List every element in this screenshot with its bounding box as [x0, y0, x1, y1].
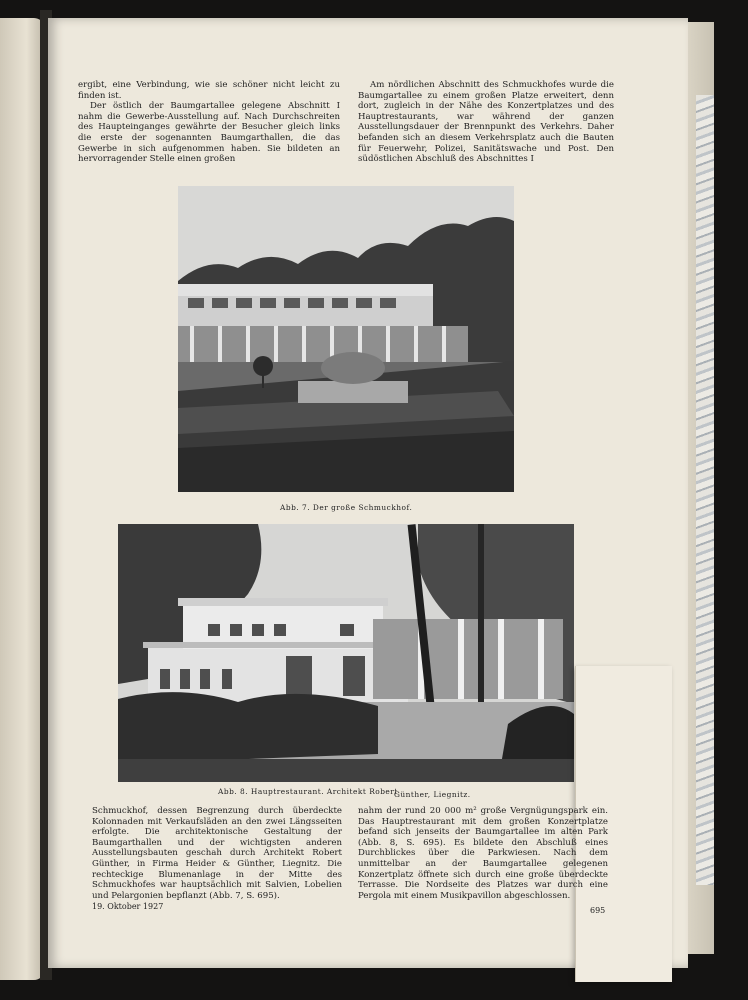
photo-hauptrestaurant — [118, 524, 574, 782]
text-column-right — [358, 80, 614, 165]
paragraph: nahm der rund 20 000 m² große Vergnügungspark ein. Das Hauptrestaurant mit dem großen Konzertplatze befand sich jenseits der Baumgartallee im alten Park (Abb. 8, S. 695). Es bildete den Abschluß eines Durchblickes über die Parkwiesen. Nach dem unmittelbar an der Baumgartallee gelegenen Konzertplatz öffnete sich durch eine große überdeckte Terrasse. Die Nordseite des Platzes war durch eine Pergola mit einem Musikpavillon abgeschlossen. — [358, 806, 608, 901]
paragraph: ergibt, eine Verbindung, wie sie schöner nicht leicht zu finden ist. — [78, 80, 340, 101]
paragraph: Am nördlichen Abschnitt des Schmuckhofes wurde die Baumgartallee zu einem großen Platze erweitert, denn dort, zugleich in der Nähe des Konzertplatzes und des Hauptrestaurants, war während der ganzen Ausstellungsdauer der Brennpunkt des Verkehrs. Daher befanden sich an diesem Verkehrsplatz auch die Bauten für Feuerwehr, Polizei, Sanitätswache und Post. Den südöstlichen Abschluß des Abschnittes I — [358, 80, 614, 165]
figure-caption-continued: Günther, Liegnitz. — [394, 790, 471, 799]
photo-schmuckhof — [178, 186, 514, 492]
text-column-bottom-right — [358, 806, 608, 901]
paragraph: Der östlich der Baumgartallee gelegene Abschnitt I nahm die Gewerbe-Ausstellung auf. Nach Durchschreiten des Haupteinganges gewährte der Besucher gleich links die erste der sogenannten Baumgarthallen, die das Gewerbe in sich aufgenommen haben. Sie bildeten an hervorragender Stelle einen großen — [78, 101, 340, 165]
photo-hauptrestaurant-illustration — [118, 524, 574, 782]
left-facing-page — [0, 18, 44, 980]
figure-caption: Abb. 7. Der große Schmuckhof. — [280, 503, 413, 512]
page-number: 695 — [590, 906, 606, 915]
marbled-cover-edge — [696, 95, 714, 885]
figure-caption: Abb. 8. Hauptrestaurant. Architekt Robert — [218, 787, 398, 796]
paragraph: Schmuckhof, dessen Begrenzung durch überdeckte Kolonnaden mit Verkaufsläden an den zwei Längsseiten erfolgte. Die architektonische Gestaltung der Baumgarthallen und der wichtigsten anderen Ausstellungsbauten geschah durch Architekt Robert Günther, in Firma Heider & Günther, Liegnitz. Die rechteckige Blumenanlage in der Mitte des Schmuckhofes war hauptsächlich mit Salvien, Lobelien und Pelargonien bepflanzt (Abb. 7, S. 695). — [92, 806, 342, 901]
photo-schmuckhof-illustration — [178, 186, 514, 492]
footer-date: 19. Oktober 1927 — [92, 902, 164, 911]
text-column-left — [78, 80, 340, 165]
text-column-bottom-left — [92, 806, 342, 901]
